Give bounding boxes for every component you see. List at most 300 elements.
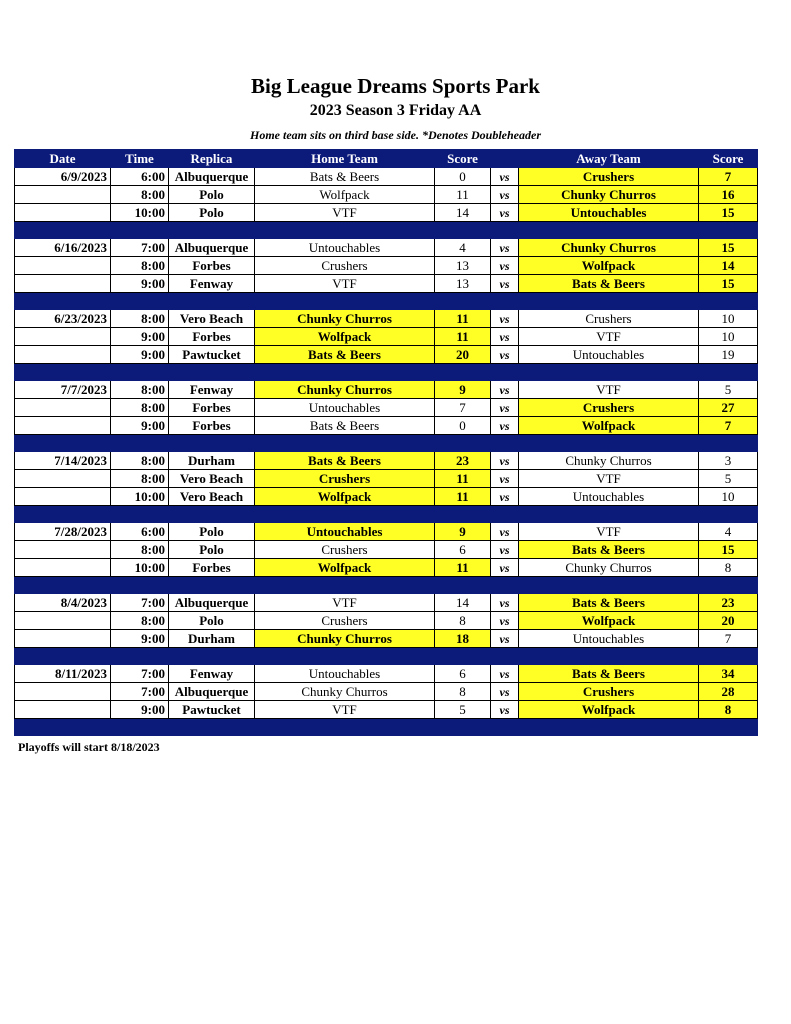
home-team: Bats & Beers: [255, 452, 435, 470]
game-time: 8:00: [111, 452, 169, 470]
game-time: 6:00: [111, 523, 169, 541]
game-row: [15, 683, 758, 701]
home-score: 18: [435, 630, 491, 648]
header-away-team: Away Team: [519, 150, 699, 168]
separator-cell: [699, 506, 758, 523]
game-date: 6/16/2023: [15, 239, 111, 257]
home-team: Bats & Beers: [255, 417, 435, 435]
game-time: 8:00: [111, 257, 169, 275]
away-team: Bats & Beers: [519, 665, 699, 683]
game-date: [15, 204, 111, 222]
away-team: Crushers: [519, 399, 699, 417]
game-row: [15, 275, 758, 293]
separator-cell: [699, 293, 758, 310]
separator-cell: [435, 506, 491, 523]
vs-label: vs: [491, 168, 519, 186]
game-row: [15, 523, 758, 541]
game-row: [15, 470, 758, 488]
game-time: 10:00: [111, 488, 169, 506]
game-date: [15, 417, 111, 435]
away-team: Chunky Churros: [519, 452, 699, 470]
away-score: 7: [699, 630, 758, 648]
separator-cell: [169, 506, 255, 523]
away-team: Wolfpack: [519, 612, 699, 630]
away-score: 19: [699, 346, 758, 364]
game-replica: Forbes: [169, 417, 255, 435]
separator-cell: [15, 364, 111, 381]
separator-cell: [111, 719, 169, 736]
home-team: VTF: [255, 701, 435, 719]
game-replica: Polo: [169, 541, 255, 559]
game-replica: Durham: [169, 630, 255, 648]
game-time: 9:00: [111, 630, 169, 648]
game-replica: Pawtucket: [169, 701, 255, 719]
game-date: [15, 328, 111, 346]
separator-cell: [519, 364, 699, 381]
game-date: [15, 470, 111, 488]
game-date: 7/14/2023: [15, 452, 111, 470]
away-score: 5: [699, 381, 758, 399]
separator-cell: [255, 506, 435, 523]
vs-label: vs: [491, 523, 519, 541]
separator-cell: [435, 222, 491, 239]
home-team: Chunky Churros: [255, 630, 435, 648]
separator-cell: [111, 506, 169, 523]
home-team: Wolfpack: [255, 328, 435, 346]
home-score: 14: [435, 204, 491, 222]
game-time: 9:00: [111, 417, 169, 435]
home-score: 11: [435, 310, 491, 328]
separator-cell: [435, 293, 491, 310]
game-time: 7:00: [111, 665, 169, 683]
game-row: [15, 488, 758, 506]
schedule-body: [15, 168, 758, 736]
vs-label: vs: [491, 683, 519, 701]
separator-cell: [169, 364, 255, 381]
separator-cell: [699, 577, 758, 594]
vs-label: vs: [491, 594, 519, 612]
home-team: Bats & Beers: [255, 346, 435, 364]
home-team: Crushers: [255, 470, 435, 488]
away-score: 23: [699, 594, 758, 612]
separator-cell: [255, 719, 435, 736]
game-time: 7:00: [111, 239, 169, 257]
separator-cell: [15, 222, 111, 239]
away-score: 34: [699, 665, 758, 683]
separator-cell: [15, 577, 111, 594]
game-date: 6/9/2023: [15, 168, 111, 186]
vs-label: vs: [491, 559, 519, 577]
separator-row: [15, 222, 758, 239]
game-time: 10:00: [111, 204, 169, 222]
away-team: Wolfpack: [519, 417, 699, 435]
game-replica: Forbes: [169, 328, 255, 346]
vs-label: vs: [491, 399, 519, 417]
away-team: Bats & Beers: [519, 541, 699, 559]
separator-cell: [699, 435, 758, 452]
separator-cell: [169, 719, 255, 736]
separator-cell: [169, 222, 255, 239]
game-row: [15, 328, 758, 346]
game-date: [15, 399, 111, 417]
header-date: Date: [15, 150, 111, 168]
game-replica: Polo: [169, 612, 255, 630]
game-replica: Forbes: [169, 257, 255, 275]
separator-cell: [15, 293, 111, 310]
game-time: 8:00: [111, 470, 169, 488]
game-row: [15, 257, 758, 275]
separator-cell: [15, 719, 111, 736]
home-team: Wolfpack: [255, 488, 435, 506]
away-score: 7: [699, 168, 758, 186]
vs-label: vs: [491, 541, 519, 559]
vs-label: vs: [491, 630, 519, 648]
away-score: 14: [699, 257, 758, 275]
separator-row: [15, 719, 758, 736]
game-replica: Durham: [169, 452, 255, 470]
away-team: Bats & Beers: [519, 594, 699, 612]
header-away-score: Score: [699, 150, 758, 168]
game-row: [15, 559, 758, 577]
page-subtitle: 2023 Season 3 Friday AA: [309, 102, 482, 119]
away-score: 10: [699, 488, 758, 506]
away-score: 8: [699, 701, 758, 719]
game-row: [15, 239, 758, 257]
home-team: VTF: [255, 594, 435, 612]
separator-cell: [491, 506, 519, 523]
separator-cell: [435, 577, 491, 594]
separator-row: [15, 648, 758, 665]
separator-cell: [491, 293, 519, 310]
game-replica: Albuquerque: [169, 168, 255, 186]
separator-row: [15, 364, 758, 381]
game-replica: Albuquerque: [169, 683, 255, 701]
home-team: Wolfpack: [255, 186, 435, 204]
away-score: 20: [699, 612, 758, 630]
game-time: 7:00: [111, 683, 169, 701]
separator-cell: [699, 648, 758, 665]
game-row: [15, 541, 758, 559]
vs-label: vs: [491, 417, 519, 435]
separator-cell: [699, 222, 758, 239]
game-date: [15, 612, 111, 630]
home-score: 6: [435, 665, 491, 683]
vs-label: vs: [491, 701, 519, 719]
page-title: Big League Dreams Sports Park: [251, 74, 540, 98]
game-time: 6:00: [111, 168, 169, 186]
away-team: VTF: [519, 470, 699, 488]
page-note: Home team sits on third base side. *Denotes Doubleheader: [250, 128, 541, 142]
separator-cell: [699, 364, 758, 381]
game-replica: Vero Beach: [169, 488, 255, 506]
separator-cell: [111, 648, 169, 665]
game-row: [15, 399, 758, 417]
game-replica: Albuquerque: [169, 594, 255, 612]
separator-cell: [169, 293, 255, 310]
separator-cell: [519, 293, 699, 310]
vs-label: vs: [491, 328, 519, 346]
separator-row: [15, 293, 758, 310]
home-team: Crushers: [255, 257, 435, 275]
game-date: [15, 559, 111, 577]
game-replica: Polo: [169, 523, 255, 541]
vs-label: vs: [491, 204, 519, 222]
separator-row: [15, 506, 758, 523]
home-score: 13: [435, 275, 491, 293]
separator-cell: [491, 364, 519, 381]
game-row: [15, 417, 758, 435]
separator-cell: [519, 222, 699, 239]
away-team: VTF: [519, 523, 699, 541]
game-date: [15, 186, 111, 204]
game-replica: Fenway: [169, 665, 255, 683]
game-row: [15, 612, 758, 630]
away-team: Untouchables: [519, 346, 699, 364]
game-row: [15, 594, 758, 612]
away-score: 28: [699, 683, 758, 701]
separator-cell: [15, 435, 111, 452]
home-team: Crushers: [255, 612, 435, 630]
home-score: 11: [435, 186, 491, 204]
game-time: 8:00: [111, 399, 169, 417]
away-team: Untouchables: [519, 488, 699, 506]
game-date: 7/28/2023: [15, 523, 111, 541]
home-score: 11: [435, 328, 491, 346]
game-replica: Forbes: [169, 399, 255, 417]
separator-cell: [435, 364, 491, 381]
away-score: 15: [699, 275, 758, 293]
game-date: [15, 488, 111, 506]
away-score: 3: [699, 452, 758, 470]
separator-cell: [255, 222, 435, 239]
home-score: 20: [435, 346, 491, 364]
separator-cell: [519, 648, 699, 665]
home-team: Untouchables: [255, 399, 435, 417]
game-date: [15, 683, 111, 701]
home-team: Crushers: [255, 541, 435, 559]
home-score: 11: [435, 470, 491, 488]
home-team: VTF: [255, 204, 435, 222]
away-score: 27: [699, 399, 758, 417]
separator-cell: [255, 648, 435, 665]
game-row: [15, 381, 758, 399]
game-date: [15, 346, 111, 364]
away-team: Crushers: [519, 168, 699, 186]
away-score: 4: [699, 523, 758, 541]
away-team: Chunky Churros: [519, 239, 699, 257]
away-team: Crushers: [519, 310, 699, 328]
game-date: 8/11/2023: [15, 665, 111, 683]
separator-cell: [255, 435, 435, 452]
game-row: [15, 204, 758, 222]
vs-label: vs: [491, 381, 519, 399]
home-score: 11: [435, 559, 491, 577]
home-team: Bats & Beers: [255, 168, 435, 186]
game-time: 8:00: [111, 310, 169, 328]
separator-cell: [519, 719, 699, 736]
away-team: Bats & Beers: [519, 275, 699, 293]
game-replica: Vero Beach: [169, 310, 255, 328]
game-replica: Fenway: [169, 275, 255, 293]
game-time: 9:00: [111, 328, 169, 346]
separator-row: [15, 435, 758, 452]
game-time: 9:00: [111, 346, 169, 364]
separator-cell: [435, 648, 491, 665]
separator-cell: [111, 222, 169, 239]
vs-label: vs: [491, 275, 519, 293]
game-replica: Albuquerque: [169, 239, 255, 257]
separator-cell: [491, 648, 519, 665]
header-replica: Replica: [169, 150, 255, 168]
separator-cell: [255, 293, 435, 310]
vs-label: vs: [491, 310, 519, 328]
separator-cell: [111, 577, 169, 594]
away-score: 10: [699, 328, 758, 346]
separator-cell: [491, 222, 519, 239]
separator-cell: [255, 364, 435, 381]
game-date: [15, 275, 111, 293]
home-score: 9: [435, 381, 491, 399]
vs-label: vs: [491, 452, 519, 470]
away-team: VTF: [519, 381, 699, 399]
home-score: 8: [435, 683, 491, 701]
home-team: Untouchables: [255, 523, 435, 541]
away-score: 7: [699, 417, 758, 435]
game-replica: Fenway: [169, 381, 255, 399]
home-team: Chunky Churros: [255, 683, 435, 701]
vs-label: vs: [491, 346, 519, 364]
separator-cell: [435, 719, 491, 736]
vs-label: vs: [491, 186, 519, 204]
game-time: 9:00: [111, 275, 169, 293]
game-replica: Forbes: [169, 559, 255, 577]
home-team: Wolfpack: [255, 559, 435, 577]
home-score: 8: [435, 612, 491, 630]
away-team: Chunky Churros: [519, 559, 699, 577]
header-time: Time: [111, 150, 169, 168]
separator-cell: [15, 506, 111, 523]
vs-label: vs: [491, 239, 519, 257]
game-row: [15, 701, 758, 719]
away-team: Wolfpack: [519, 257, 699, 275]
home-score: 11: [435, 488, 491, 506]
home-score: 4: [435, 239, 491, 257]
game-replica: Vero Beach: [169, 470, 255, 488]
separator-cell: [491, 435, 519, 452]
game-row: [15, 310, 758, 328]
away-team: Untouchables: [519, 630, 699, 648]
game-date: 8/4/2023: [15, 594, 111, 612]
vs-label: vs: [491, 257, 519, 275]
game-time: 9:00: [111, 701, 169, 719]
separator-cell: [491, 719, 519, 736]
game-row: [15, 346, 758, 364]
game-date: [15, 701, 111, 719]
away-team: VTF: [519, 328, 699, 346]
vs-label: vs: [491, 470, 519, 488]
away-score: 16: [699, 186, 758, 204]
game-row: [15, 630, 758, 648]
header-row: [15, 150, 758, 168]
playoffs-note: Playoffs will start 8/18/2023: [18, 740, 160, 754]
home-score: 13: [435, 257, 491, 275]
game-replica: Polo: [169, 186, 255, 204]
game-row: [15, 168, 758, 186]
game-date: [15, 257, 111, 275]
away-score: 15: [699, 541, 758, 559]
away-score: 8: [699, 559, 758, 577]
home-score: 23: [435, 452, 491, 470]
separator-cell: [519, 506, 699, 523]
game-date: 7/7/2023: [15, 381, 111, 399]
away-team: Chunky Churros: [519, 186, 699, 204]
game-time: 8:00: [111, 381, 169, 399]
separator-cell: [111, 364, 169, 381]
game-time: 8:00: [111, 186, 169, 204]
away-score: 10: [699, 310, 758, 328]
away-team: Wolfpack: [519, 701, 699, 719]
home-score: 0: [435, 168, 491, 186]
game-row: [15, 452, 758, 470]
separator-cell: [699, 719, 758, 736]
vs-label: vs: [491, 612, 519, 630]
separator-cell: [491, 577, 519, 594]
home-score: 14: [435, 594, 491, 612]
game-row: [15, 186, 758, 204]
header-vs: [491, 150, 519, 168]
away-team: Crushers: [519, 683, 699, 701]
home-team: Chunky Churros: [255, 310, 435, 328]
home-team: Untouchables: [255, 239, 435, 257]
vs-label: vs: [491, 488, 519, 506]
separator-cell: [435, 435, 491, 452]
home-team: VTF: [255, 275, 435, 293]
separator-cell: [255, 577, 435, 594]
schedule-table: [14, 149, 758, 736]
home-score: 0: [435, 417, 491, 435]
header-home-score: Score: [435, 150, 491, 168]
header-home-team: Home Team: [255, 150, 435, 168]
separator-cell: [111, 435, 169, 452]
home-team: Chunky Churros: [255, 381, 435, 399]
away-team: Untouchables: [519, 204, 699, 222]
game-replica: Pawtucket: [169, 346, 255, 364]
game-date: [15, 541, 111, 559]
game-date: [15, 630, 111, 648]
game-date: 6/23/2023: [15, 310, 111, 328]
separator-cell: [169, 435, 255, 452]
separator-cell: [169, 648, 255, 665]
home-score: 9: [435, 523, 491, 541]
game-time: 7:00: [111, 594, 169, 612]
away-score: 5: [699, 470, 758, 488]
separator-cell: [519, 435, 699, 452]
separator-cell: [169, 577, 255, 594]
game-replica: Polo: [169, 204, 255, 222]
away-score: 15: [699, 239, 758, 257]
home-score: 5: [435, 701, 491, 719]
home-team: Untouchables: [255, 665, 435, 683]
game-row: [15, 665, 758, 683]
home-score: 6: [435, 541, 491, 559]
separator-cell: [111, 293, 169, 310]
separator-row: [15, 577, 758, 594]
game-time: 8:00: [111, 541, 169, 559]
vs-label: vs: [491, 665, 519, 683]
home-score: 7: [435, 399, 491, 417]
separator-cell: [519, 577, 699, 594]
away-score: 15: [699, 204, 758, 222]
